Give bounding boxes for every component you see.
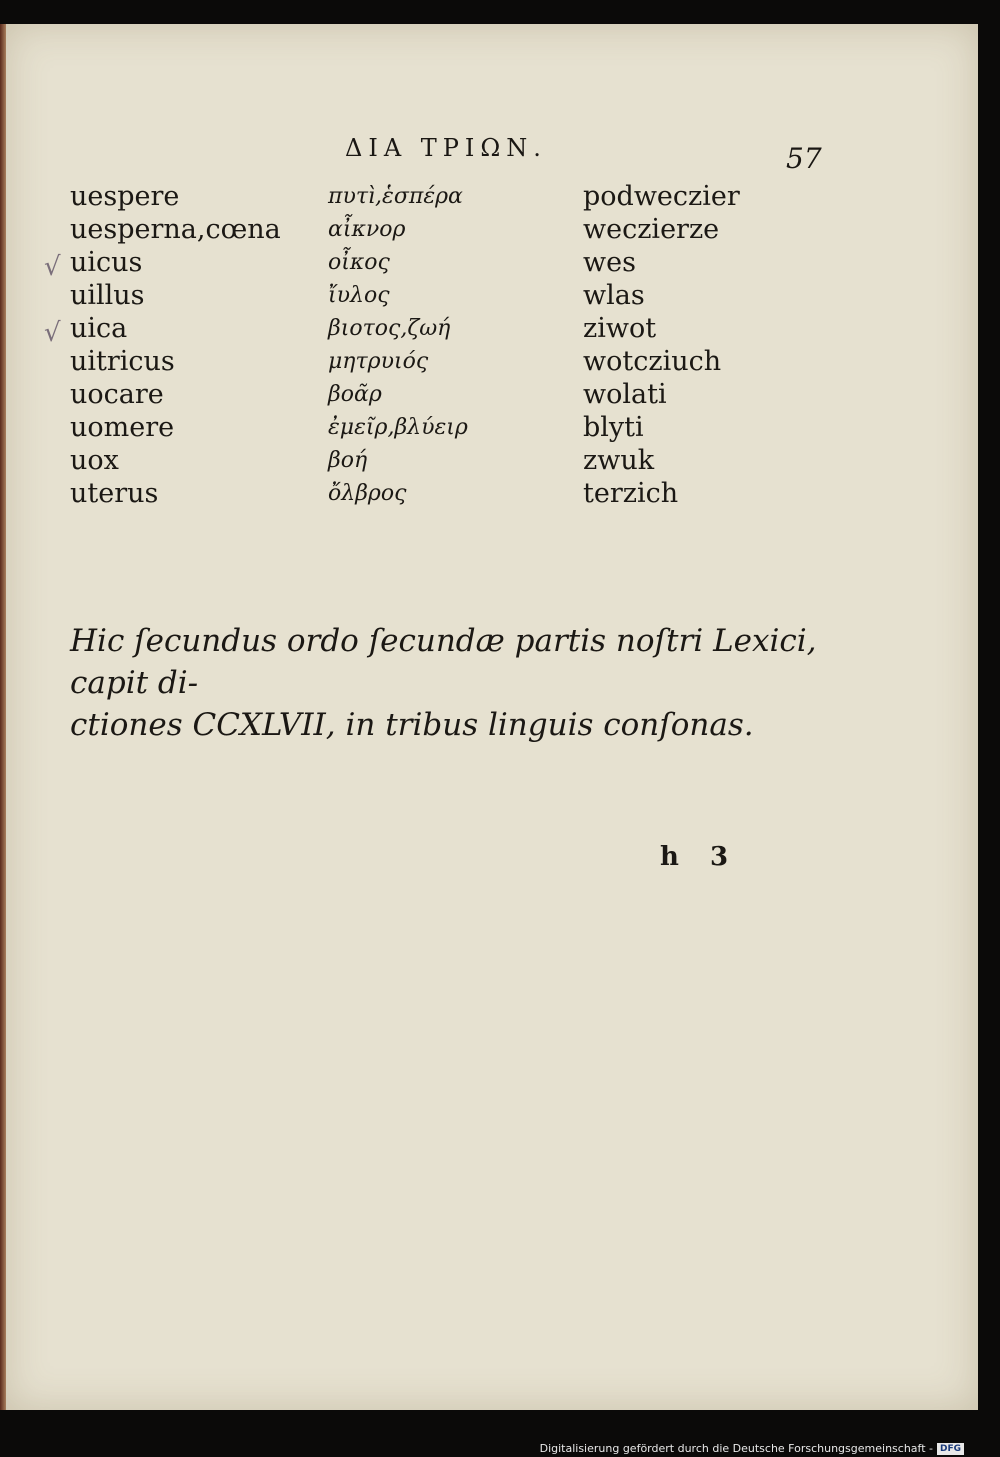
greek-word: βοή (328, 448, 368, 473)
colophon-line: Hic ſecundus ordo ſecundæ partis noſtri Lexici, capit di- (70, 623, 817, 701)
latin-word: uitricus (70, 346, 175, 377)
margin-check-mark: √ (44, 252, 61, 282)
dfg-logo: DFG (937, 1443, 964, 1455)
footer-credit: Digitalisierung gefördert durch die Deutsche Forschungsgemeinschaft - (539, 1442, 933, 1455)
page-number: 57 (786, 142, 822, 175)
czech-word: wlas (583, 280, 645, 311)
latin-word: uicus (70, 247, 143, 278)
colophon-paragraph (70, 620, 850, 746)
czech-word: wolati (583, 379, 667, 410)
greek-column (328, 180, 468, 510)
greek-word: οἶκος (328, 250, 390, 275)
signature-mark: h 3 (660, 842, 729, 872)
latin-word: uespere (70, 181, 180, 212)
greek-word: πυτì,ἑσπέρα (328, 184, 463, 209)
latin-word: uica (70, 313, 128, 344)
running-head: ΔΙΑ ΤΡΙΩΝ. (345, 134, 547, 162)
czech-word: blyti (583, 412, 644, 443)
latin-word: uillus (70, 280, 145, 311)
czech-word: wotcziuch (583, 346, 722, 377)
digitization-footer (540, 1442, 964, 1455)
latin-word: uocare (70, 379, 164, 410)
greek-word: βοᾶρ (328, 382, 382, 407)
latin-word: uterus (70, 478, 159, 509)
czech-word: wes (583, 247, 636, 278)
greek-word: αἶκνορ (328, 217, 406, 242)
latin-word: uesperna,cœna (70, 214, 281, 245)
margin-check-mark: √ (44, 318, 61, 348)
czech-word: terzich (583, 478, 679, 509)
czech-word: weczierze (583, 214, 720, 245)
latin-word: uox (70, 445, 119, 476)
latin-word: uomere (70, 412, 175, 443)
greek-word: ὄλβρος (328, 481, 407, 506)
colophon-line: ctiones CCXLVII, in tribus linguis conſonas. (70, 707, 754, 743)
latin-column (70, 180, 281, 510)
greek-word: ἐμεῖρ,βλύειρ (328, 415, 468, 440)
greek-word: μητρυιός (328, 349, 429, 374)
czech-word: ziwot (583, 313, 657, 344)
czech-word: zwuk (583, 445, 655, 476)
czech-word: podweczier (583, 181, 740, 212)
greek-word: ἴυλος (328, 283, 390, 308)
czech-column (583, 180, 740, 510)
greek-word: βιοτος,ζωή (328, 316, 451, 341)
